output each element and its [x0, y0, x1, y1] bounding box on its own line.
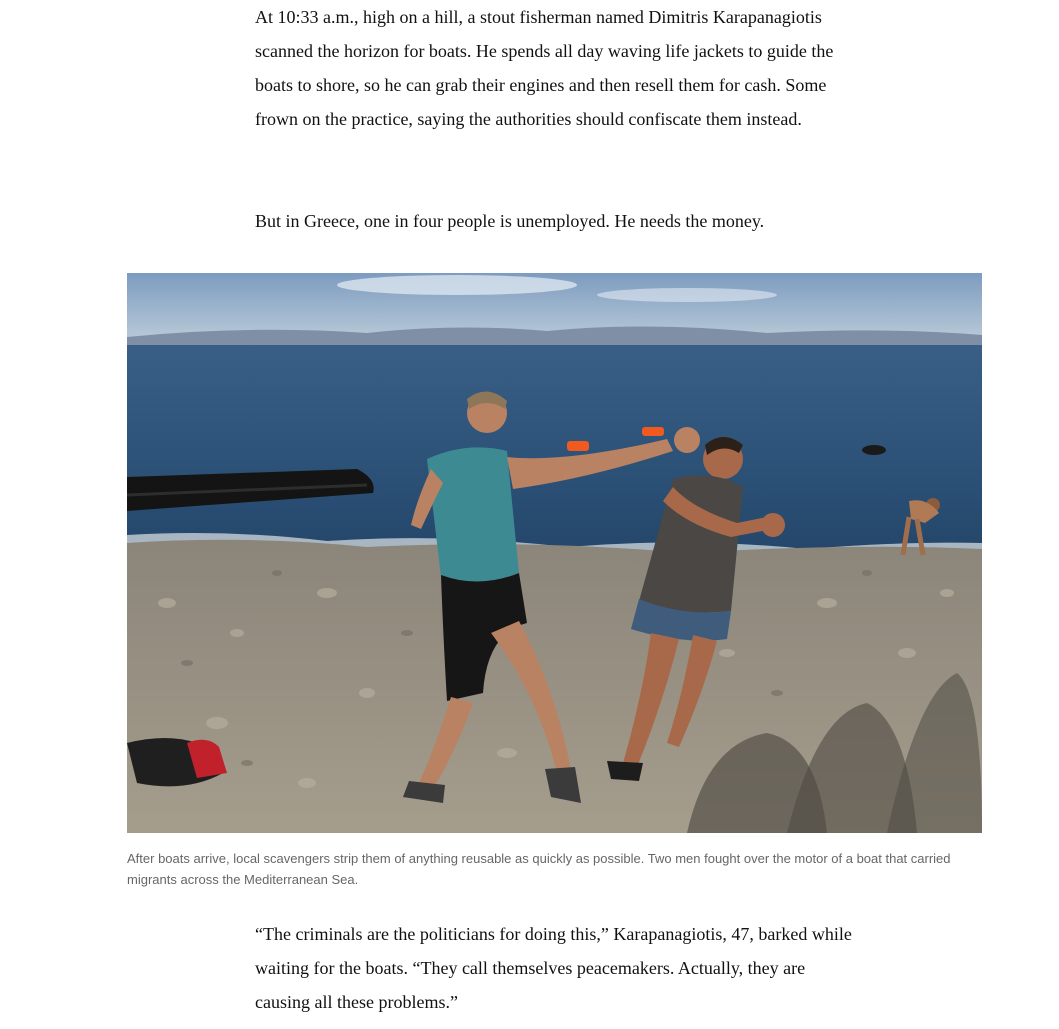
figure-caption: After boats arrive, local scavengers strip them of anything reusable as quickly as possible. Two men fought over the motor of a boat that carried migrants across the Mediterranean Sea.	[127, 851, 951, 887]
article-paragraph: “The criminals are the politicians for doing this,” Karapanagiotis, 47, barked while waiting for the boats. “They call themselves peacemakers. Actually, they are causing all these problems.”	[255, 924, 852, 1012]
article-paragraph: But in Greece, one in four people is unemployed. He needs the money.	[255, 211, 765, 231]
article-figure	[127, 273, 982, 833]
article-paragraph: At 10:33 a.m., high on a hill, a stout fisherman named Dimitris Karapanagiotis scanned the horizon for boats. He spends all day waving life jackets to guide the boats to shore, so he can grab their engines and then resell them for cash. Some frown on the practice, saying the authorities should confiscate them instead.	[255, 7, 834, 129]
beach-fight-photo	[127, 273, 982, 833]
